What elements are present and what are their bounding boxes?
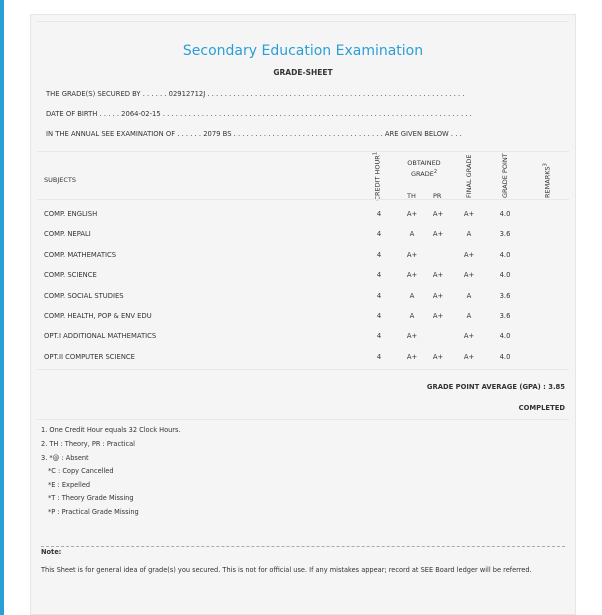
footnote-3-e: *E : Expelled (48, 481, 91, 489)
date-of-birth-line: DATE OF BIRTH . . . . . 2064-02-15 . . . . . . . . . . . . . . . . . . . . . . . . . . . . . . . . . . . . . . . . . . . . . . . . . . . . . . . . . . . . . . . . . . . . . . . . (46, 110, 472, 118)
cell-subject: COMP. NEPALI (44, 230, 91, 239)
gpa-summary: GRADE POINT AVERAGE (GPA) : 3.85 (426, 383, 565, 391)
cell-credit: 4 (376, 230, 382, 239)
th-header: TH (407, 192, 416, 200)
cell-pr: A+ (432, 210, 444, 218)
cell-gp: 3.6 (499, 291, 511, 300)
cell-pr: A+ (432, 291, 444, 300)
sheet-subtitle: GRADE-SHEET (273, 68, 333, 77)
cell-gp: 4.0 (499, 332, 511, 341)
cell-subject: COMP. HEALTH, POP & ENV EDU (44, 312, 152, 320)
cell-final: A+ (463, 332, 475, 341)
cell-subject: COMP. SCIENCE (44, 271, 97, 280)
cell-pr: A+ (432, 230, 444, 239)
grade-sheet (30, 14, 576, 615)
grade-point-header: GRADE POINT (501, 153, 509, 198)
cell-final: A+ (463, 210, 475, 218)
credit-hour-header: CREDIT HOUR$^1$ (372, 151, 382, 201)
pr-header: PR (433, 192, 442, 200)
footnote-3: 3. *@ : Absent (41, 454, 89, 462)
top-divider (37, 21, 569, 22)
grade-secured-line: THE GRADE(S) SECURED BY . . . . . . 02912712J . . . . . . . . . . . . . . . . . . . . . . . . . . . . . . . . . . . . . . . . . . . . . . . . . . . . . . . . . . . . (46, 90, 465, 98)
cell-th: A+ (406, 332, 418, 341)
cell-pr: A+ (432, 352, 444, 361)
cell-final: A+ (463, 352, 475, 361)
note-title: Note: (41, 548, 62, 556)
cell-gp: 4.0 (499, 210, 511, 218)
cell-th: A+ (406, 250, 418, 259)
cell-pr: A+ (432, 312, 444, 320)
footnote-3-c: *C : Copy Cancelled (48, 467, 114, 475)
header-divider (37, 151, 569, 152)
cell-credit: 4 (376, 271, 382, 280)
footnote-3-p: *P : Practical Grade Missing (48, 508, 139, 516)
footnote-2: 2. TH : Theory, PR : Practical (41, 440, 136, 448)
cell-th: A+ (406, 271, 418, 280)
cell-credit: 4 (376, 332, 382, 341)
remarks-header: REMARKS$^3$ (542, 163, 552, 198)
cell-gp: 3.6 (499, 230, 511, 239)
cell-gp: 4.0 (499, 271, 511, 280)
subjects-header: SUBJECTS (44, 176, 77, 184)
obtained-grade-header: OBTAINED GRADE$^2$ (407, 159, 441, 179)
cell-subject: COMP. SOCIAL STUDIES (44, 291, 124, 300)
status-label: COMPLETED (518, 404, 565, 412)
cell-credit: 4 (376, 291, 382, 300)
cell-gp: 4.0 (499, 352, 511, 361)
final-grade-header: FINAL GRADE (465, 154, 473, 198)
cell-final: A (466, 291, 472, 300)
summary-divider (37, 419, 569, 420)
cell-subject: OPT.I ADDITIONAL MATHEMATICS (44, 332, 157, 341)
exam-line: IN THE ANNUAL SEE EXAMINATION OF . . . . . . 2079 BS . . . . . . . . . . . . . . . . . . . . . . . . . . . . . . . . . . . ARE GIVEN BELOW . . . (46, 130, 462, 138)
cell-final: A (466, 230, 472, 239)
footnote-1: 1. One Credit Hour equals 32 Clock Hours. (41, 426, 181, 434)
left-accent-bar (0, 0, 4, 615)
cell-credit: 4 (376, 250, 382, 259)
cell-th: A (409, 312, 415, 320)
cell-gp: 3.6 (499, 312, 511, 320)
cell-th: A+ (406, 210, 418, 218)
cell-th: A (409, 291, 415, 300)
cell-subject: OPT.II COMPUTER SCIENCE (44, 352, 135, 361)
table-header-divider (37, 199, 569, 200)
cell-final: A+ (463, 271, 475, 280)
cell-credit: 4 (376, 352, 382, 361)
page-title: Secondary Education Examination (182, 43, 424, 59)
cell-credit: 4 (376, 312, 382, 320)
table-bottom-divider (37, 369, 569, 370)
cell-pr: A+ (432, 271, 444, 280)
cell-subject: COMP. ENGLISH (44, 210, 98, 218)
note-separator (41, 546, 565, 547)
cell-subject: COMP. MATHEMATICS (44, 250, 117, 259)
cell-gp: 4.0 (499, 250, 511, 259)
cell-th: A (409, 230, 415, 239)
cell-final: A (466, 312, 472, 320)
cell-credit: 4 (376, 210, 382, 218)
note-text: This Sheet is for general idea of grade(s) you secured. This is not for official use. If any mistakes appear; record at SEE Board ledger will be referred. (41, 566, 532, 574)
cell-th: A+ (406, 352, 418, 361)
footnote-3-t: *T : Theory Grade Missing (48, 494, 134, 502)
cell-final: A+ (463, 250, 475, 259)
